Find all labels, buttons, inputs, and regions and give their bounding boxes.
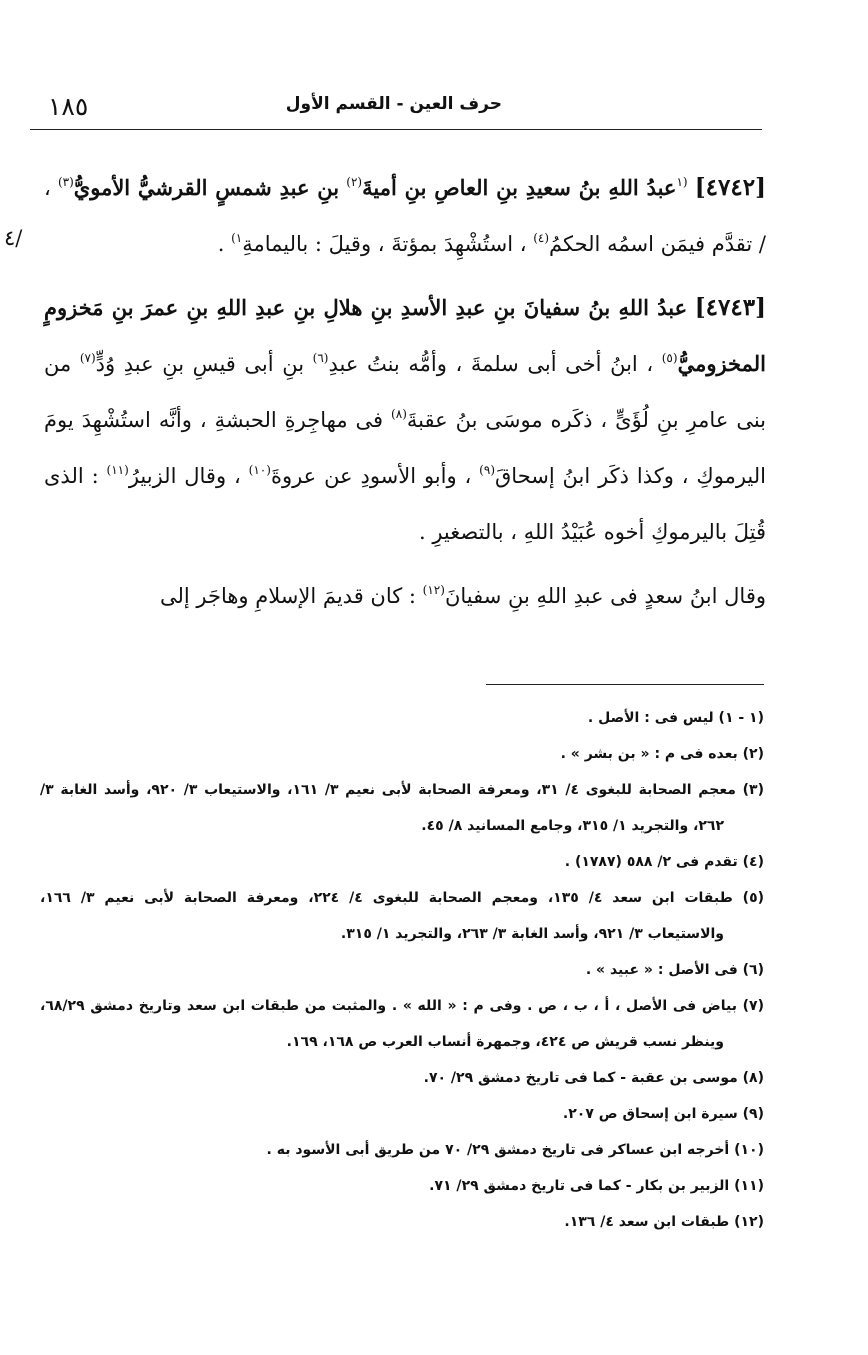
entry-text: ، استُشْهِدَ بمؤتةَ ، وقيلَ : باليمامةِ (242, 232, 527, 256)
footnote-ref: (١٠) (248, 463, 271, 477)
footnote: (١ - ١) ليس فى : الأصل . (587, 710, 764, 726)
footnote: (٦) فى الأصل : « عبيد » . (585, 962, 764, 978)
entry-text: ، وأبو الأسودِ عن عروةَ (270, 464, 472, 488)
entry-text: . (217, 232, 225, 256)
footnote: (٩) سيرة ابن إسحاق ص ٢٠٧. (562, 1106, 764, 1122)
footnote: (٢) بعده فى م : « بن بشر » . (560, 746, 764, 762)
footnote-ref: (١ (676, 175, 688, 189)
entry-name-cont: بنِ عبدِ شمسٍ القرشيُّ الأمويُّ (73, 175, 340, 200)
running-title: حرف العين - القسم الأول (285, 94, 502, 114)
footnote-ref: (٢) (346, 175, 363, 189)
footnote: (٧) بياض فى الأصل ، أ ، ب ، ص . وفى م : « الله » . والمثبت من طبقات ابن سعد وتاريخ دمشق ٦٨/٢٩، وينظر نسب قريش ص ٤٢٤، وجمهرة أنساب العرب ص ١٦٨، ١٦٩. (40, 998, 764, 1050)
footnote-ref: (١١) (106, 463, 129, 477)
entry-4742 (44, 160, 766, 272)
entry-name: عبدُ اللهِ بنُ سفيانَ بنِ عبدِ الأسدِ بنِ هلالِ بنِ عبدِ اللهِ بنِ عمرَ بنِ مَخزومٍ المخزوميُّ (44, 295, 766, 376)
entry-number: [٤٧٤٢] (694, 174, 766, 201)
entry-text: ، / تقدَّم فيمَن اسمُه الحكمُ (44, 176, 766, 256)
footnote: (٣) معجم الصحابة للبغوى ٤/ ٣١، ومعرفة الصحابة لأبى نعيم ٣/ ١٦١، والاستيعاب ٣/ ٩٢٠، وأسد الغابة ٣/ ٢٦٢، والتجريد ١/ ٣١٥، وجامع المسانيد ٨/ ٤٥. (40, 782, 764, 834)
footnote-separator (486, 684, 764, 685)
footnote-ref: (٤) (533, 231, 550, 245)
footnote-ref: (٨) (391, 407, 407, 421)
footnote: (١١) الزبير بن بكار - كما فى تاريخ دمشق ٢٩/ ٧١. (429, 1178, 764, 1194)
continuation-text: وقال ابنُ سعدٍ فى عبدِ اللهِ بنِ سفيانَ (444, 584, 766, 608)
margin-volume-marker: ٤/ (4, 226, 23, 250)
footnote: (٨) موسى بن عقبة - كما فى تاريخ دمشق ٢٩/ ٧٠. (423, 1070, 764, 1086)
entry-text: : الذى قُتِلَ باليرموكِ أخوه عُبَيْدُ اللهِ ، بالتصغيرِ . (44, 464, 766, 544)
entry-text: فى مهاجِرةِ الحبشةِ ، وأنَّه استُشْهِدَ يومَ اليرموكِ ، وكذا ذكَر ابنُ إسحاقَ (44, 408, 766, 488)
entry-text: ، ابنُ أخى أبى سلمةَ ، وأمُّه بنتُ عبدِ (328, 352, 654, 376)
footnote-ref: ١) (231, 231, 243, 245)
page-header (30, 92, 762, 122)
header-rule (30, 129, 762, 130)
footnote-ref: (٧) (79, 351, 96, 365)
entry-text: من بنى عامرِ بنِ لُؤَىٍّ ، ذكَره موسَى بنُ عقبةَ (44, 352, 766, 432)
footnote: (٤) تقدم فى ٢/ ٥٨٨ (١٧٨٧) . (564, 854, 764, 870)
footnote-ref: (٩) (479, 463, 495, 477)
continuation-text: : كان قديمَ الإسلامِ وهاجَر إلى (159, 584, 416, 608)
footnote-ref: (١٢) (422, 583, 445, 597)
continuation-paragraph (44, 568, 766, 624)
entry-text: بنِ أبى قيسِ بنِ عبدِ وُدٍّ (95, 352, 305, 376)
entry-number: [٤٧٤٣] (694, 294, 766, 321)
entry-name: عبدُ اللهِ بنُ سعيدِ بنِ العاصِ بنِ أميةَ (362, 175, 677, 200)
footnote: (٥) طبقات ابن سعد ٤/ ١٣٥، ومعجم الصحابة للبغوى ٤/ ٢٢٤، ومعرفة الصحابة لأبى نعيم ٣/ ١٦٦، والاستيعاب ٣/ ٩٢١، وأسد الغابة ٣/ ٢٦٣، والتجريد ١/ ٣١٥. (40, 890, 765, 942)
page-number: ١٨٥ (48, 92, 89, 121)
main-text (44, 160, 766, 624)
footnotes (40, 700, 764, 1240)
entry-text: ، وقال الزبيرُ (128, 464, 241, 488)
entry-4743 (44, 280, 766, 560)
footnote: (١٠) أخرجه ابن عساكر فى تاريخ دمشق ٢٩/ ٧٠ من طريق أبى الأسود به . (266, 1142, 764, 1158)
footnote-ref: (٥) (661, 351, 678, 365)
footnote-ref: (٣) (57, 175, 74, 189)
footnote-ref: (٦) (312, 351, 329, 365)
footnote: (١٢) طبقات ابن سعد ٤/ ١٣٦. (564, 1214, 764, 1230)
